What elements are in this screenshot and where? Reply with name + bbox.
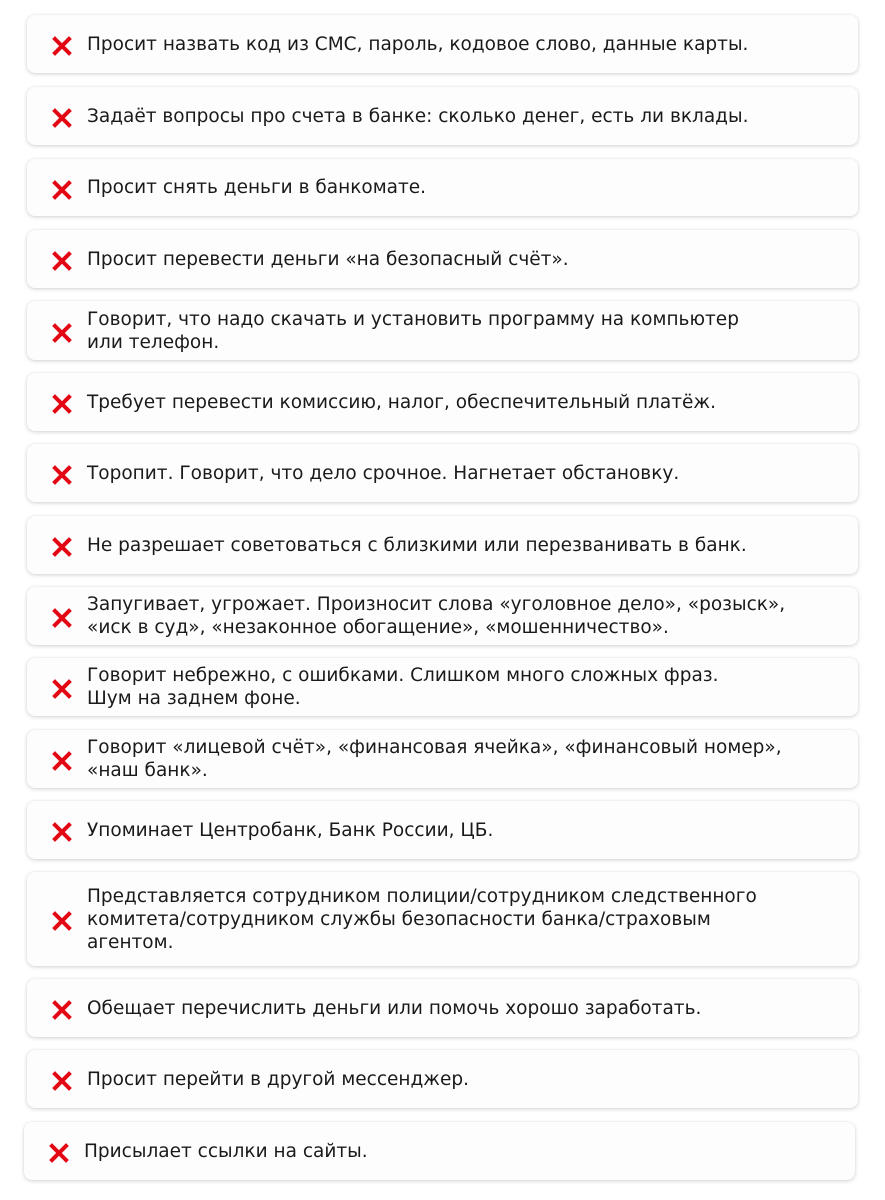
list-item bbox=[27, 301, 858, 360]
list-item bbox=[27, 159, 858, 216]
list-item bbox=[27, 15, 858, 73]
list-item-text: Требует перевести комиссию, налог, обеспечительный платёж. bbox=[87, 391, 716, 413]
list-item-text: Задаёт вопросы про счета в банке: сколько денег, есть ли вклады. bbox=[87, 105, 749, 127]
cross-icon bbox=[52, 1071, 72, 1091]
list-item bbox=[27, 230, 858, 288]
cross-icon bbox=[52, 180, 72, 200]
list-item-text: Представляется сотрудником полиции/сотрудником следственного комитета/сотрудником службы безопасности банка/страховым агентом. bbox=[87, 885, 757, 953]
list-item-text: Не разрешает советоваться с близкими или перезванивать в банк. bbox=[87, 534, 747, 556]
cross-icon bbox=[52, 251, 72, 271]
list-item-text: Просит перейти в другой мессенджер. bbox=[87, 1068, 469, 1090]
list-item bbox=[27, 587, 858, 645]
cross-icon bbox=[52, 822, 72, 842]
list-item bbox=[27, 516, 858, 574]
cross-icon bbox=[49, 1143, 69, 1163]
list-item-text: Упоминает Центробанк, Банк России, ЦБ. bbox=[87, 819, 494, 841]
list-item-text: Просит снять деньги в банкомате. bbox=[87, 177, 427, 198]
list-item bbox=[27, 1050, 858, 1108]
list-item bbox=[27, 872, 858, 966]
cross-icon bbox=[52, 537, 72, 557]
list-item-text: Просит назвать код из СМС, пароль, кодовое слово, данные карты. bbox=[87, 33, 749, 55]
list-item bbox=[27, 658, 858, 716]
cross-icon bbox=[52, 323, 72, 343]
cross-icon bbox=[52, 36, 72, 56]
list-item bbox=[27, 979, 858, 1037]
cross-icon bbox=[52, 1000, 72, 1020]
list-item-text: Обещает перечислить деньги или помочь хорошо заработать. bbox=[87, 997, 702, 1019]
list-item-text: Просит перевести деньги «на безопасный счёт». bbox=[87, 248, 569, 270]
cross-icon bbox=[52, 911, 72, 931]
list-item bbox=[27, 801, 858, 859]
cross-icon bbox=[52, 108, 72, 128]
list-item bbox=[27, 730, 858, 788]
list-item-text: Говорит, что надо скачать и установить программу на компьютер или телефон. bbox=[87, 308, 739, 353]
list-item bbox=[24, 1122, 855, 1180]
list-item-text: Говорит «лицевой счёт», «финансовая ячейка», «финансовый номер», «наш банк». bbox=[87, 737, 782, 781]
cross-icon bbox=[52, 465, 72, 485]
list-item-text: Говорит небрежно, с ошибками. Слишком много сложных фраз. Шум на заднем фоне. bbox=[87, 665, 719, 709]
list-item bbox=[27, 87, 858, 145]
list-item bbox=[27, 444, 858, 502]
cross-icon bbox=[52, 608, 72, 628]
list-item-text: Торопит. Говорит, что дело срочное. Нагнетает обстановку. bbox=[87, 462, 680, 484]
cross-icon bbox=[52, 751, 72, 771]
list-item-text: Присылает ссылки на сайты. bbox=[84, 1140, 368, 1162]
list-item bbox=[27, 373, 858, 431]
cross-icon bbox=[52, 679, 72, 699]
list-item-text: Запугивает, угрожает. Произносит слова «уголовное дело», «розыск», «иск в суд», «незаконное обогащение», «мошенничество». bbox=[87, 594, 786, 638]
cross-icon bbox=[52, 394, 72, 414]
